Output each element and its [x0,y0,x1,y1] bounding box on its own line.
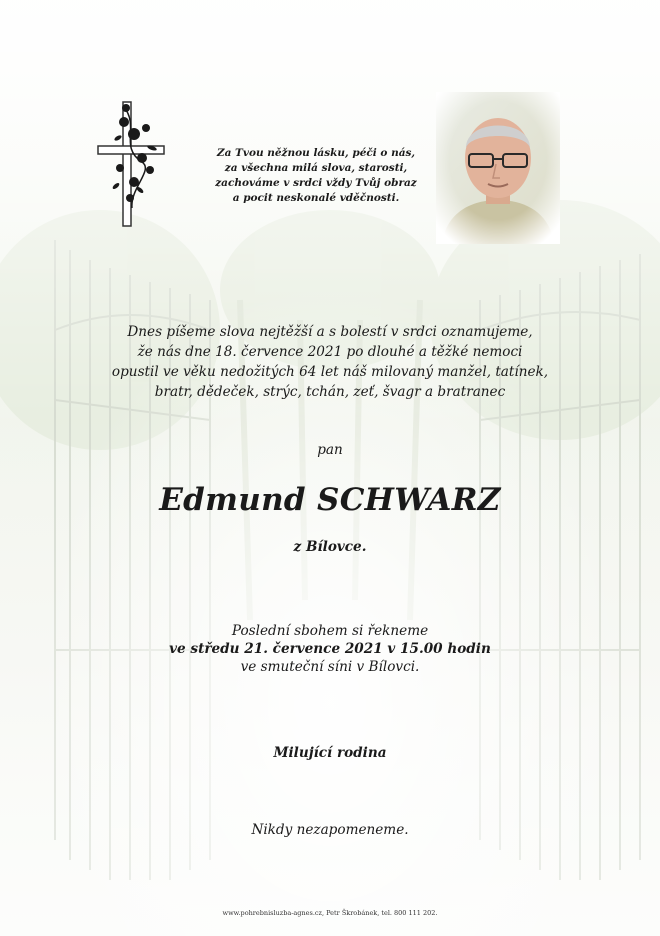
verse-line: a pocit neskonalé vděčnosti. [232,192,400,204]
deceased-name: Edmund SCHWARZ [159,482,501,518]
hometown: z Bílovce. [293,539,367,555]
death-announcement [0,322,660,402]
portrait-photo [436,92,560,244]
closing-line: Nikdy nezapomeneme. [251,822,409,838]
funeral-location: ve smuteční síni v Bílovci. [240,659,420,675]
verse-line: zachováme v srdci vždy Tvůj obraz [215,177,417,189]
memorial-verse [196,146,436,206]
farewell-line: Poslední sbohem si řekneme [231,623,429,639]
verse-line: Za Tvou něžnou lásku, péči o nás, [216,147,416,159]
funeral-date-time: ve středu 21. července 2021 v 15.00 hodin [169,641,491,657]
cross-with-roses-icon [94,98,170,230]
honorific: pan [317,442,343,458]
announcement-line: opustil ve věku nedožitých 64 let náš milovaný manžel, tatínek, [111,364,549,380]
signature: Milující rodina [273,745,387,761]
announcement-line: že nás dne 18. července 2021 po dlouhé a těžké nemoci [137,344,523,360]
announcement-line: Dnes píšeme slova nejtěžší a s bolestí v srdci oznamujeme, [127,324,533,340]
announcement-line: bratr, dědeček, strýc, tchán, zeť, švagr a bratranec [154,384,506,400]
funeral-service-footer: www.pohrebnisluzba-agnes.cz, Petr Škrobánek, tel. 800 111 202. [222,909,438,917]
verse-line: za všechna milá slova, starosti, [224,162,408,174]
funeral-details [0,622,660,676]
